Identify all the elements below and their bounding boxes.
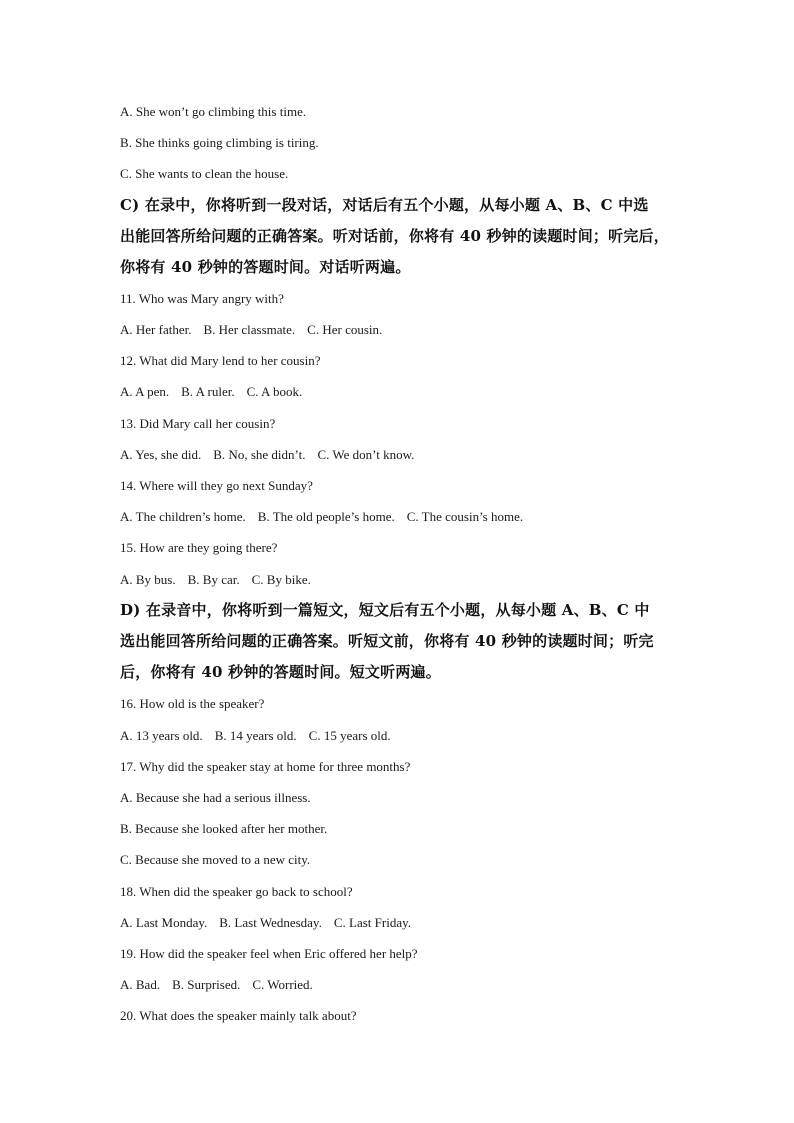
q17-option-a: A. Because she had a serious illness. <box>120 790 311 805</box>
q12-options <box>120 384 302 400</box>
q13-option-a: A. Yes, she did. <box>120 447 202 462</box>
q12-option-a: A. A pen. <box>120 384 170 399</box>
section-c-instructions-line-3: 你将有 40 秒钟的答题时间。对话听两遍。 <box>120 258 411 276</box>
q14-option-b: B. The old people’s home. <box>257 509 395 524</box>
q11-option-a: A. Her father. <box>120 322 192 337</box>
q11-option-c: C. Her cousin. <box>307 322 383 337</box>
q12-question: 12. What did Mary lend to her cousin? <box>120 353 321 368</box>
q18-options <box>120 915 411 931</box>
q14-option-a: A. The children’s home. <box>120 509 246 524</box>
q18-option-c: C. Last Friday. <box>333 915 411 930</box>
q12-option-b: B. A ruler. <box>181 384 235 399</box>
q15-question: 15. How are they going there? <box>120 540 278 555</box>
q11-question: 11. Who was Mary angry with? <box>120 291 284 306</box>
q15-options <box>120 572 311 588</box>
q15-option-c: C. By bike. <box>251 572 311 587</box>
q18-option-a: A. Last Monday. <box>120 915 208 930</box>
q16-option-c: C. 15 years old. <box>308 728 391 743</box>
q18-option-b: B. Last Wednesday. <box>219 915 322 930</box>
section-d-instructions-line-3: 后，你将有 40 秒钟的答题时间。短文听两遍。 <box>120 663 441 681</box>
q17-option-c: C. Because she moved to a new city. <box>120 852 311 867</box>
q15-option-b: B. By car. <box>187 572 240 587</box>
q10-option-b: B. She thinks going climbing is tiring. <box>120 135 319 150</box>
q13-option-c: C. We don’t know. <box>317 447 415 462</box>
q19-option-c: C. Worried. <box>252 977 313 992</box>
q16-option-b: B. 14 years old. <box>214 728 297 743</box>
q10-option-c: C. She wants to clean the house. <box>120 166 289 181</box>
q13-question: 13. Did Mary call her cousin? <box>120 416 276 431</box>
q19-option-b: B. Surprised. <box>172 977 241 992</box>
section-d-instructions-line-1: D) 在录音中，你将听到一篇短文，短文后有五个小题，从每小题 A、B、C 中 <box>120 601 650 619</box>
q16-question: 16. How old is the speaker? <box>120 696 265 711</box>
q17-question: 17. Why did the speaker stay at home for three months? <box>120 759 411 774</box>
q13-option-b: B. No, she didn’t. <box>213 447 306 462</box>
q15-option-a: A. By bus. <box>120 572 176 587</box>
q17-option-b: B. Because she looked after her mother. <box>120 821 328 836</box>
section-c-instructions-line-2: 出能回答所给问题的正确答案。听对话前，你将有 40 秒钟的读题时间；听完后， <box>120 227 669 245</box>
q11-options <box>120 322 382 338</box>
q13-options <box>120 447 414 463</box>
q19-question: 19. How did the speaker feel when Eric offered her help? <box>120 946 418 961</box>
q10-option-a: A. She won’t go climbing this time. <box>120 104 307 119</box>
q12-option-c: C. A book. <box>246 384 303 399</box>
q18-question: 18. When did the speaker go back to school? <box>120 884 353 899</box>
q11-option-b: B. Her classmate. <box>203 322 296 337</box>
section-c-instructions-line-1: C) 在录中，你将听到一段对话，对话后有五个小题，从每小题 A、B、C 中选 <box>120 196 649 214</box>
q14-option-c: C. The cousin’s home. <box>406 509 524 524</box>
q14-options <box>120 509 523 525</box>
q14-question: 14. Where will they go next Sunday? <box>120 478 313 493</box>
section-d-instructions-line-2: 选出能回答所给问题的正确答案。听短文前，你将有 40 秒钟的读题时间；听完 <box>120 632 654 650</box>
q19-options <box>120 977 313 993</box>
q16-option-a: A. 13 years old. <box>120 728 203 743</box>
q19-option-a: A. Bad. <box>120 977 161 992</box>
q16-options <box>120 728 391 744</box>
q20-question: 20. What does the speaker mainly talk about? <box>120 1008 357 1023</box>
